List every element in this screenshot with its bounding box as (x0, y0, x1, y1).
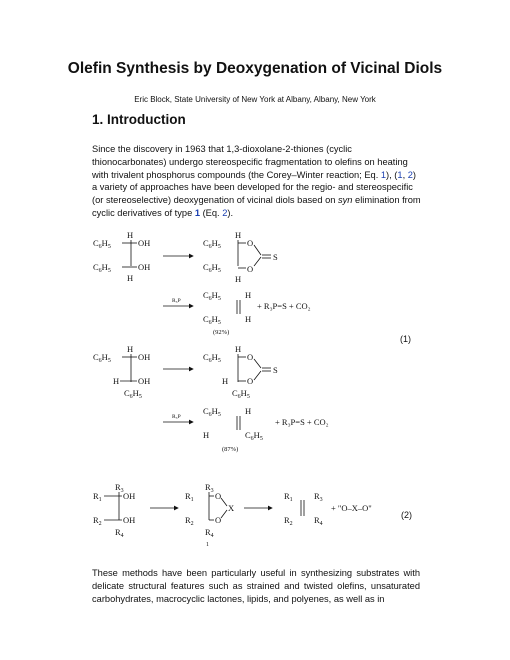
svg-text:H: H (203, 430, 210, 440)
equation-number-2: (2) (401, 510, 412, 520)
intro-text: (Eq. (200, 207, 223, 218)
compound-1-link[interactable]: 1 (194, 207, 200, 218)
intro-text: ) a variety of approaches have been developed for the regio- and stereospecific (or stereoselective) deoxygenation of vicinal diols based on (92, 169, 417, 206)
svg-text:O: O (215, 491, 222, 501)
svg-text:H: H (235, 274, 242, 284)
svg-text:C6H5: $C_6H_5$ (93, 238, 111, 250)
svg-text:R3: $R_3$ (115, 482, 124, 494)
svg-text:H: H (222, 376, 229, 386)
svg-text:OH: OH (138, 238, 151, 248)
svg-text:R4: $R_4$ (115, 527, 124, 539)
svg-text:H: H (245, 314, 252, 324)
svg-text:R1: $R_1$ (185, 491, 194, 503)
svg-text:C6H5: $C_6H_5$ (93, 352, 111, 364)
intro-text: ), ( (386, 169, 398, 180)
svg-text:O: O (215, 515, 222, 525)
svg-text:OH: OH (123, 491, 136, 501)
compound-number: 1 (206, 542, 209, 548)
svg-text:S: S (273, 252, 278, 262)
svg-text:R3: $R_3$ (314, 491, 323, 503)
svg-text:R2: $R_2$ (185, 515, 194, 527)
svg-text:OH: OH (138, 376, 151, 386)
svg-text:X: X (228, 503, 235, 513)
svg-text:R4: $R_4$ (314, 515, 323, 527)
ref-eq2-link[interactable]: 2 (222, 207, 228, 218)
svg-text:R1: $R_1$ (93, 491, 102, 503)
author-line: Eric Block, State University of New York at Albany, Albany, New York (134, 95, 376, 104)
ref-eq1-link[interactable]: 1 (380, 169, 387, 180)
byproduct-label: + R₃P=S + CO₂ (275, 417, 329, 427)
svg-text:H: H (235, 344, 242, 354)
paper-title: Olefin Synthesis by Deoxygenation of Vicinal Diols (67, 60, 443, 77)
svg-text:R3: $R_3$ (205, 482, 214, 494)
svg-text:R1: $R_1$ (284, 491, 293, 503)
svg-text:R2: $R_2$ (284, 515, 293, 527)
svg-text:R4: $R_4$ (205, 527, 214, 539)
reagent-label: R₃P (172, 414, 181, 420)
svg-text:R2: $R_2$ (93, 515, 102, 527)
reagent-label: R₃P (172, 298, 181, 304)
intro-text: Since the discovery in 1963 that 1,3-dioxolane-2-thiones (cyclic thionocarbonates) undergo stereospecific fragmentation to olefins on heating with trivalent phosphorus compounds (the Corey–Winter reaction; Eq. (92, 144, 408, 180)
intro-text: , (402, 169, 408, 180)
svg-text:O: O (247, 264, 254, 274)
yield-label: (87%) (222, 446, 239, 453)
svg-text:H: H (127, 230, 134, 240)
svg-text:OH: OH (138, 262, 151, 272)
intro-text: ). (227, 207, 234, 218)
svg-text:OH: OH (123, 515, 136, 525)
svg-text:C6H5: $C_6H_5$ (203, 352, 221, 364)
equation-number-1: (1) (400, 334, 411, 344)
svg-text:H: H (127, 273, 134, 283)
svg-text:C6H5: $C_6H_5$ (232, 388, 250, 400)
section-heading: 1. Introduction (92, 112, 186, 127)
svg-text:H: H (113, 376, 120, 386)
svg-text:O: O (247, 238, 254, 248)
svg-text:OH: OH (138, 352, 151, 362)
svg-text:O: O (247, 352, 254, 362)
ref-2-link[interactable]: 2 (407, 169, 413, 180)
eq2-byproduct: + "O–X–O" (331, 503, 372, 513)
svg-text:C6H5: $C_6H_5$ (93, 262, 111, 274)
byproduct-label: + R₃P=S + CO₂ (257, 301, 311, 311)
svg-text:C6H5: $C_6H_5$ (203, 262, 221, 274)
intro-text: elimination from cyclic derivatives of type (92, 195, 421, 218)
svg-text:H: H (127, 344, 134, 354)
svg-text:C6H5: $C_6H_5$ (203, 290, 221, 302)
closing-paragraph: These methods have been particularly useful in synthesizing substrates with delicate structural features such as strained and twisted olefins, unsaturated carbohydrates, macrocyclic lactones, lipids, and polyenes, as well as in (92, 568, 420, 604)
svg-text:H: H (235, 230, 242, 240)
scheme-structures (93, 230, 372, 548)
svg-text:C6H5: $C_6H_5$ (203, 406, 221, 418)
svg-text:O: O (247, 376, 254, 386)
svg-text:C6H5: $C_6H_5$ (203, 314, 221, 326)
svg-text:C6H5: $C_6H_5$ (203, 238, 221, 250)
svg-text:C6H5: $C_6H_5$ (245, 430, 263, 442)
yield-label: (92%) (213, 329, 230, 336)
svg-text:S: S (273, 365, 278, 375)
syn-term: syn (338, 195, 353, 206)
ref-1-link[interactable]: 1 (397, 169, 403, 180)
svg-text:C6H5: $C_6H_5$ (124, 388, 142, 400)
svg-text:H: H (245, 290, 252, 300)
svg-text:H: H (245, 406, 252, 416)
